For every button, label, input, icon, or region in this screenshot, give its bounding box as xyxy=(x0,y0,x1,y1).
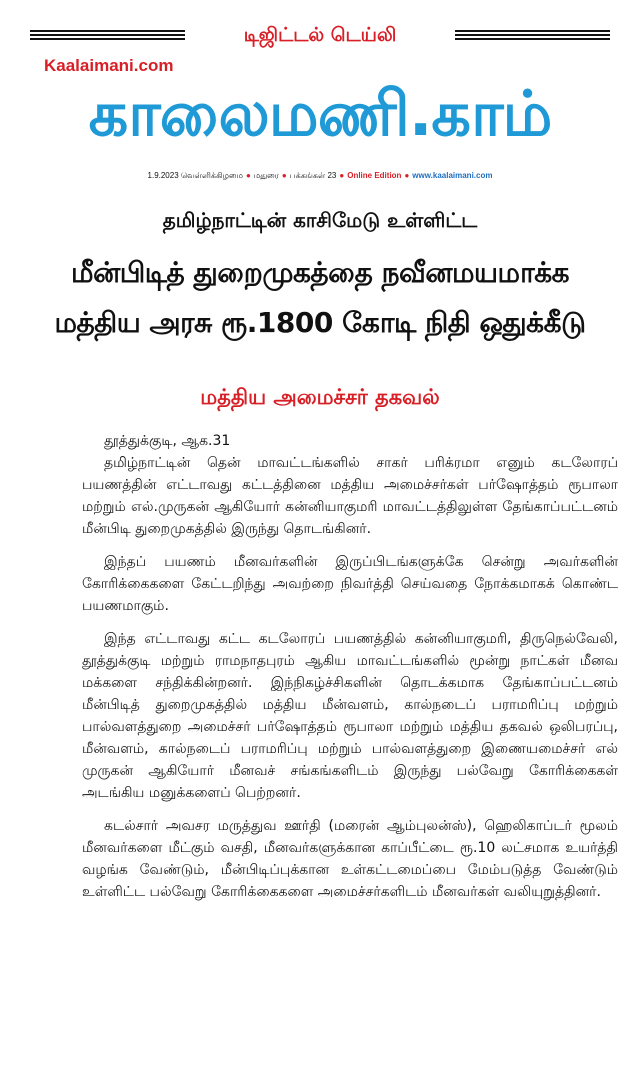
paragraph: இந்தப் பயணம் மீனவர்களின் இருப்பிடங்களுக்கே சென்று அவர்களின் கோரிக்கைகளை கேட்டறிந்து அவற்றை நிவர்த்தி செய்வதை நோக்கமாகக் கொண்ட பயணமாகும். xyxy=(82,554,618,614)
subheadline: மத்திய அமைச்சர் தகவல் xyxy=(200,385,440,409)
tagline-row xyxy=(30,22,610,48)
bullet-icon: ● xyxy=(339,171,345,180)
website-link[interactable]: www.kaalaimani.com xyxy=(412,171,493,180)
paragraph: கடல்சார் அவசர மருத்துவ ஊர்தி (மரைன் ஆம்புலன்ஸ்), ஹெலிகாப்டர் மூலம் மீனவர்களை மீட்கும் வசதி, மீனவர்களுக்கான காப்பீட்டை ரூ.10 லட்சமாக உயர்த்தி வழங்க வேண்டும், மீன்பிடிப்புக்கான உள்கட்டமைப்பை மேம்படுத்த வேண்டும் உள்ளிட்ட பல்வேறு கோரிக்கைகளை அமைச்சர்களிடம் மீனவர்கள் வலியுறுத்தினர். xyxy=(82,818,618,900)
masthead-tagline: டிஜிட்டல் டெய்லி xyxy=(243,24,397,46)
newspaper-logo: காலைமணி.காம் xyxy=(88,77,552,150)
paragraph: தமிழ்நாட்டின் தென் மாவட்டங்களில் சாகர் பரிக்ரமா எனும் கடலோரப் பயணத்தின் எட்டாவது கட்டத்தினை மத்திய அமைச்சர்கள் பர்ஷோத்தம் ரூபாலா மற்றும் எல்.முருகன் ஆகியோர் கன்னியாகுமரி மாவட்டத்திலுள்ள தேங்காப்பட்டனம் மீன்பிடி துறைமுகத்தில் இருந்து தொடங்கினர். xyxy=(82,455,618,537)
bullet-icon: ● xyxy=(281,171,287,180)
article-body xyxy=(82,430,618,914)
site-name-small: Kaalaimani.com xyxy=(44,56,174,75)
issue-edition: Online Edition xyxy=(347,171,402,180)
paragraph: இந்த எட்டாவது கட்ட கடலோரப் பயணத்தில் கன்னியாகுமரி, திருநெல்வேலி, தூத்துக்குடி மற்றும் ராமநாதபுரம் ஆகிய மாவட்டங்களில் மூன்று நாட்கள் மீனவ மக்களை சந்திக்கின்றனர். இந்நிகழ்ச்சிகளின் தொடக்கமாக தேங்காப்பட்டனம் மீன்பிடித் துறைமுகத்தில் மத்திய மீன்வளம், கால்நடைப் பராமரிப்பு மற்றும் பால்வளத்துறை அமைச்சர் பர்ஷோத்தம் ரூபாலா மற்றும் மத்திய தகவல் ஒலிபரப்பு, மீன்வளம், கால்நடைப் பராமரிப்பு மற்றும் பால்வளத்துறை இணையமைச்சர் எல் முருகன் ஆகியோர் மீனவச் சங்கங்களிடம் இருந்து பல்வேறு கோரிக்கைகள் அடங்கிய மனுக்களைப் பெற்றனர். xyxy=(82,631,618,801)
headline-line-2: மத்திய அரசு ரூ.1800 கோடி நிதி ஒதுக்கீடு xyxy=(54,306,586,339)
issue-pages: பக்கங்கள் 23 xyxy=(289,171,337,180)
dateline: தூத்துக்குடி, ஆக.31 xyxy=(104,433,231,449)
headline-line-1: மீன்பிடித் துறைமுகத்தை நவீனமயமாக்க xyxy=(70,256,570,289)
masthead xyxy=(0,0,640,190)
decorative-rule-right xyxy=(455,30,610,40)
bullet-icon: ● xyxy=(404,171,410,180)
decorative-rule-left xyxy=(30,30,185,40)
headline-kicker: தமிழ்நாட்டின் காசிமேடு உள்ளிட்ட xyxy=(162,208,478,232)
issue-place: மதுரை xyxy=(253,171,279,180)
issue-date: 1.9.2023 வெள்ளிக்கிழமை xyxy=(147,171,243,180)
headline xyxy=(20,248,620,348)
issue-info-line xyxy=(0,170,640,182)
bullet-icon: ● xyxy=(245,171,251,180)
